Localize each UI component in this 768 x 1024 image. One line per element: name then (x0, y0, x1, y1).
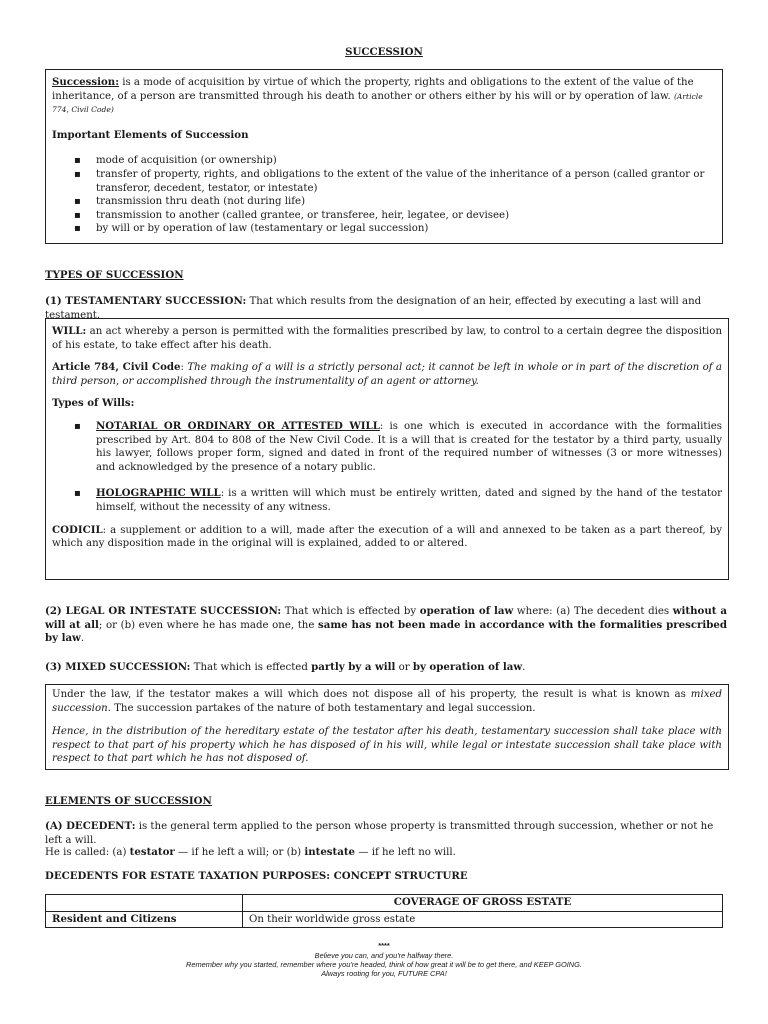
mixed-label: (3) MIXED SUCCESSION: (45, 661, 191, 673)
testamentary-label: (1) TESTAMENTARY SUCCESSION: (45, 295, 247, 307)
holographic-label: HOLOGRAPHIC WILL (96, 487, 221, 500)
called-text-1: He is called: (a) (45, 847, 130, 858)
footer-line-3: Always rooting for you, FUTURE CPA! (321, 969, 447, 978)
estate-taxation-heading: DECEDENTS FOR ESTATE TAXATION PURPOSES: CONCEPT STRUCTURE (45, 870, 468, 882)
codicil-definition (52, 524, 722, 551)
notarial-label: NOTARIAL OR ORDINARY OR ATTESTED WILL (96, 419, 380, 432)
decedent-label: (A) DECEDENT: (45, 820, 136, 832)
types-of-wills-label: Types of Wills: (52, 397, 135, 410)
legal-text-4: . (80, 633, 85, 645)
article-784 (52, 361, 722, 388)
legal-text-3: ; or (b) even where he has made one, the (98, 619, 319, 631)
article-text: The making of a will is a strictly personal act; it cannot be left in whole or in part of the discretion of a third person, or accomplished through the instrumentality of an agent or attorney. (52, 362, 722, 387)
legal-text-2: where: (a) The decedent dies (513, 606, 673, 617)
called-text-2: — if he left a will; or (b) (174, 847, 305, 858)
footer-stars: **** (378, 941, 390, 950)
decedent-definition (45, 820, 727, 847)
types-heading: TYPES OF SUCCESSION (45, 269, 184, 281)
wills-list (52, 420, 722, 515)
decedent-text: is the general term applied to the person whose property is transmitted through succession, whether or not he left a will. (45, 821, 714, 846)
elements-heading: Important Elements of Succession (52, 128, 249, 141)
succession-definition-text: is a mode of acquisition by virtue of which the property, rights and obligations to the extent of the value of the inheritance, of a person are transmitted through his death to another or others either by his will or by operation of law. (52, 77, 694, 102)
table-header-empty (46, 895, 243, 912)
table-cell-value: On their worldwide gross estate (243, 911, 723, 928)
mixed-p1-end: . The succession partakes of the nature of both testamentary and legal succession. (107, 702, 536, 714)
article-colon: : (180, 362, 188, 374)
list-item: ▪ transmission to another (called grantee, or transferee, heir, legatee, or devisee) (52, 209, 716, 223)
citation: (Article 774, Civil Code) (52, 91, 703, 115)
codicil-label: CODICIL (52, 523, 103, 536)
list-item: ▪ by will or by operation of law (testamentary or legal succession) (52, 222, 716, 236)
legal-succession (45, 605, 727, 646)
testamentary-text: That which results from the designation of an heir, effected by executing a last will and testament. (45, 296, 702, 321)
succession-definition (52, 76, 716, 117)
will-label: WILL: (52, 325, 87, 337)
page-title: SUCCESSION (345, 46, 423, 58)
will-box (45, 318, 729, 580)
mixed-bold-1: partly by a will (311, 661, 396, 673)
article-label: Article 784, Civil Code (52, 361, 181, 374)
called-line (45, 846, 727, 860)
will-definition (52, 325, 722, 352)
legal-bold-2: without a will at all (45, 605, 727, 631)
mixed-paragraph-1 (52, 688, 722, 715)
elements-list (52, 154, 716, 236)
holographic-text: : is a written will which must be entirely written, dated and signed by the hand of the testator himself, without the necessity of any witness. (96, 488, 722, 513)
called-bold-2: intestate (304, 846, 356, 858)
codicil-text: : a supplement or addition to a will, made after the execution of a will and annexed to be taken as a part thereof, by which any disposition made in the original will is explained, added to or altered. (52, 524, 722, 550)
called-bold-1: testator (129, 846, 175, 858)
footer-line-2: Remember why you started, remember where you're headed, think of how great it will be to get there, and KEEP GOING. (186, 960, 582, 969)
list-item: ▪ transfer of property, rights, and obligations to the extent of the value of the inheritance of a person (called grantor or transferor, decedent, testator, or intestate) (52, 168, 716, 195)
mixed-p1-text: Under the law, if the testator makes a will which does not dispose all of his property, the result is what is known as (52, 689, 691, 700)
elements-of-succession-heading: ELEMENTS OF SUCCESSION (45, 795, 212, 807)
legal-bold-3: same has not been made in accordance with the formalities prescribed by law (45, 618, 728, 645)
notarial-text: : is one which is executed in accordance with the formalities prescribed by Art. 804 to 808 of the New Civil Code. It is a will that is created for the testator by a third party, usually his lawyer, follows proper form, signed and dated in front of the required number of witnesses (3 or more witnesses) and acknowledged by the presence of a notary public. (96, 420, 723, 473)
gross-estate-table (45, 894, 723, 928)
list-item: ▪ transmission thru death (not during life) (52, 195, 716, 209)
succession-term: Succession: (52, 76, 119, 88)
list-item-notarial (52, 420, 722, 474)
table-cell-label: Resident and Citizens (46, 911, 243, 928)
mixed-paragraph-2: Hence, in the distribution of the hereditary estate of the testator after his death, testamentary succession shall take place with respect to that part of his property which he has disposed of in his will, while legal or intestate succession shall take place with respect to that part which he has not disposed of. (52, 726, 722, 765)
mixed-text-1: That which is effected (190, 662, 312, 673)
mixed-p1-italic: mixed succession (52, 689, 722, 714)
will-text: an act whereby a person is permitted with the formalities prescribed by law, to control to a certain degree the disposition of his estate, to take effect after his death. (52, 326, 722, 351)
table-row (46, 911, 723, 928)
table-row (46, 895, 723, 912)
mixed-text-3: . (522, 662, 526, 673)
mixed-text-2: or (395, 662, 413, 673)
list-item-holographic (52, 487, 722, 514)
mixed-bold-2: by operation of law (412, 661, 523, 673)
legal-text-1: That which is effected by (281, 606, 420, 617)
footer-line-1: Believe you can, and you're halfway there. (314, 951, 454, 960)
mixed-succession (45, 661, 727, 675)
legal-bold-1: operation of law (419, 605, 514, 617)
list-item: ▪ mode of acquisition (or ownership) (52, 154, 716, 168)
succession-definition-box (45, 69, 723, 244)
mixed-succession-box (45, 684, 729, 770)
table-header-coverage: COVERAGE OF GROSS ESTATE (243, 895, 723, 912)
called-text-3: — if he left no will. (355, 847, 456, 858)
legal-label: (2) LEGAL OR INTESTATE SUCCESSION: (45, 605, 282, 617)
